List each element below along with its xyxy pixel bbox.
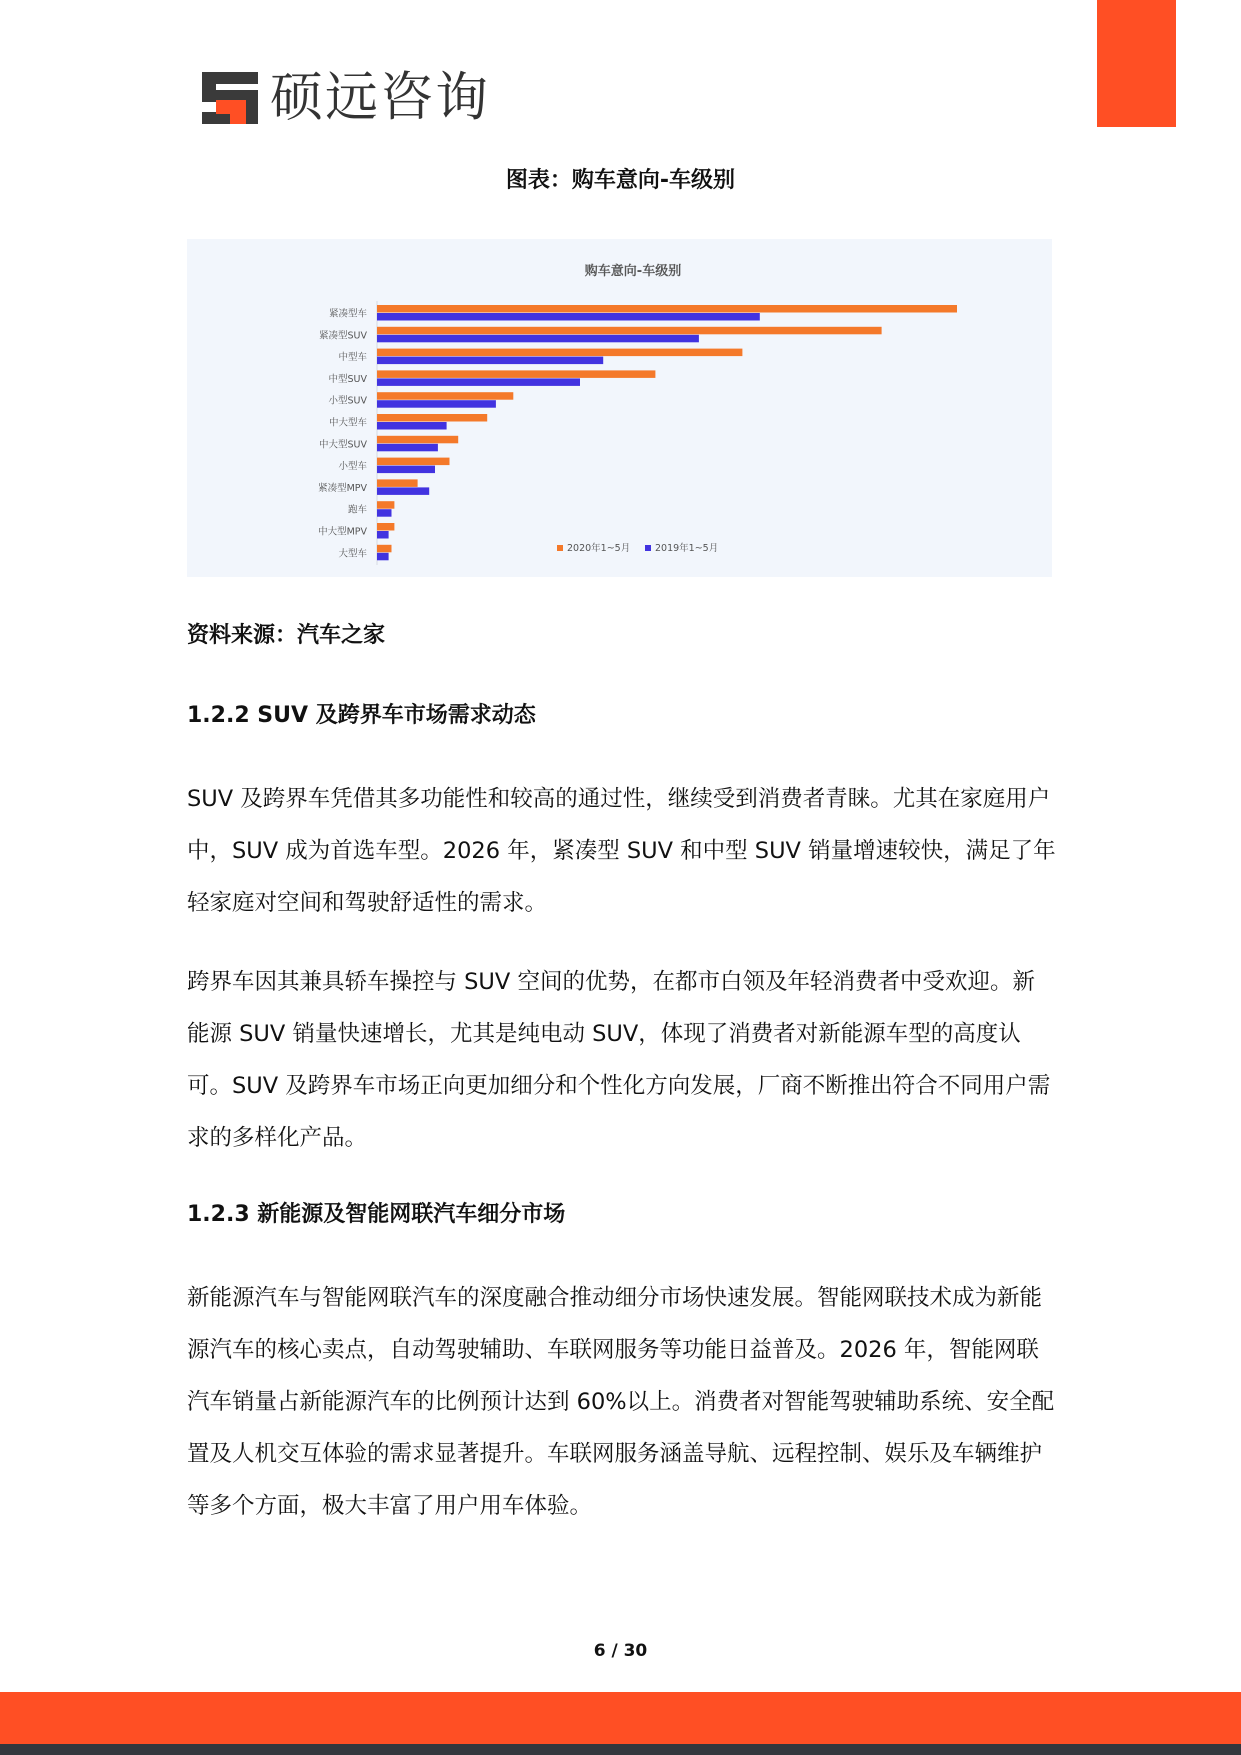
bar-series-2019-7 [377,466,435,474]
source-note: 资料来源：汽车之家 [187,623,386,648]
bar-series-2020-3 [377,370,655,378]
category-label-2: 中型车 [338,352,367,364]
company-logo [200,66,490,130]
bar-series-2020-9 [377,501,394,509]
corner-accent-block [1097,0,1176,127]
category-label-0: 紧凑型车 [328,308,367,320]
bar-chart [187,239,1052,577]
bars-group [377,305,957,560]
footer-strip [0,1744,1241,1755]
bar-series-2019-9 [377,509,392,517]
legend-label-0: 2020年1~5月 [567,543,631,554]
paragraph-suv-2: 跨界车因其兼具轿车操控与 SUV 空间的优势，在都市白领及年轻消费者中受欢迎。新能源 SUV 销量快速增长，尤其是纯电动 SUV，体现了消费者对新能源车型的高度认可。SUV 及跨界车市场正向更加细分和个性化方向发展，厂商不断推出符合不同用户需求的多样化产品。 [187,969,1051,1151]
bar-series-2020-8 [377,479,418,487]
legend-swatch-1 [645,545,651,551]
footer-bar [0,1692,1241,1744]
category-label-6: 中大型SUV [319,439,367,451]
chart-panel [187,239,1052,577]
logo-text: 硕远咨询 [270,67,490,128]
bar-series-2019-8 [377,487,429,495]
paragraph-suv-1: SUV 及跨界车凭借其多功能性和较高的通过性，继续受到消费者青睐。尤其在家庭用户中，SUV 成为首选车型。2026 年，紧凑型 SUV 和中型 SUV 销量增速较快，满足了年轻家庭对空间和驾驶舒适性的需求。 [187,786,1056,916]
legend-swatch-0 [557,545,563,551]
bar-series-2019-11 [377,553,389,561]
category-labels-group [318,308,367,560]
chart-legend [557,542,718,554]
section-heading-nev: 1.2.3 新能源及智能网联汽车细分市场 [187,1202,566,1227]
category-label-4: 小型SUV [328,395,367,407]
bar-series-2019-6 [377,444,438,452]
bar-series-2020-6 [377,436,458,444]
category-label-11: 大型车 [338,548,367,560]
bar-series-2019-1 [377,335,699,343]
category-label-10: 中大型MPV [318,526,367,538]
bar-series-2019-0 [377,313,760,321]
logo-icon [200,68,260,128]
bar-series-2019-2 [377,357,603,365]
bar-series-2019-4 [377,400,496,408]
page-number: 6 / 30 [593,1641,648,1661]
bar-series-2020-10 [377,523,394,531]
category-label-7: 小型车 [338,461,367,473]
chart-title: 购车意向-车级别 [584,264,682,279]
bar-series-2020-11 [377,545,392,553]
bar-series-2020-5 [377,414,487,422]
bar-series-2019-10 [377,531,389,539]
bar-series-2019-5 [377,422,447,430]
category-label-3: 中型SUV [328,373,367,385]
legend-label-1: 2019年1~5月 [655,543,719,554]
bar-series-2019-3 [377,378,580,386]
bar-series-2020-7 [377,458,450,466]
bar-series-2020-2 [377,349,742,357]
paragraph-nev: 新能源汽车与智能网联汽车的深度融合推动细分市场快速发展。智能网联技术成为新能源汽车的核心卖点，自动驾驶辅助、车联网服务等功能日益普及。2026 年，智能网联汽车销量占新能源汽车的比例预计达到 60%以上。消费者对智能驾驶辅助系统、安全配置及人机交互体验的需求显著提升。车联网服务涵盖导航、远程控制、娱乐及车辆维护等多个方面，极大丰富了用户用车体验。 [187,1285,1055,1519]
category-label-9: 跑车 [347,504,367,516]
bar-series-2020-4 [377,392,513,400]
category-label-5: 中大型车 [328,417,367,429]
section-heading-suv: 1.2.2 SUV 及跨界车市场需求动态 [187,703,536,728]
category-label-8: 紧凑型MPV [318,482,367,494]
figure-caption: 图表：购车意向-车级别 [505,168,736,193]
bar-series-2020-0 [377,305,957,313]
category-label-1: 紧凑型SUV [319,330,367,342]
bar-series-2020-1 [377,327,882,335]
